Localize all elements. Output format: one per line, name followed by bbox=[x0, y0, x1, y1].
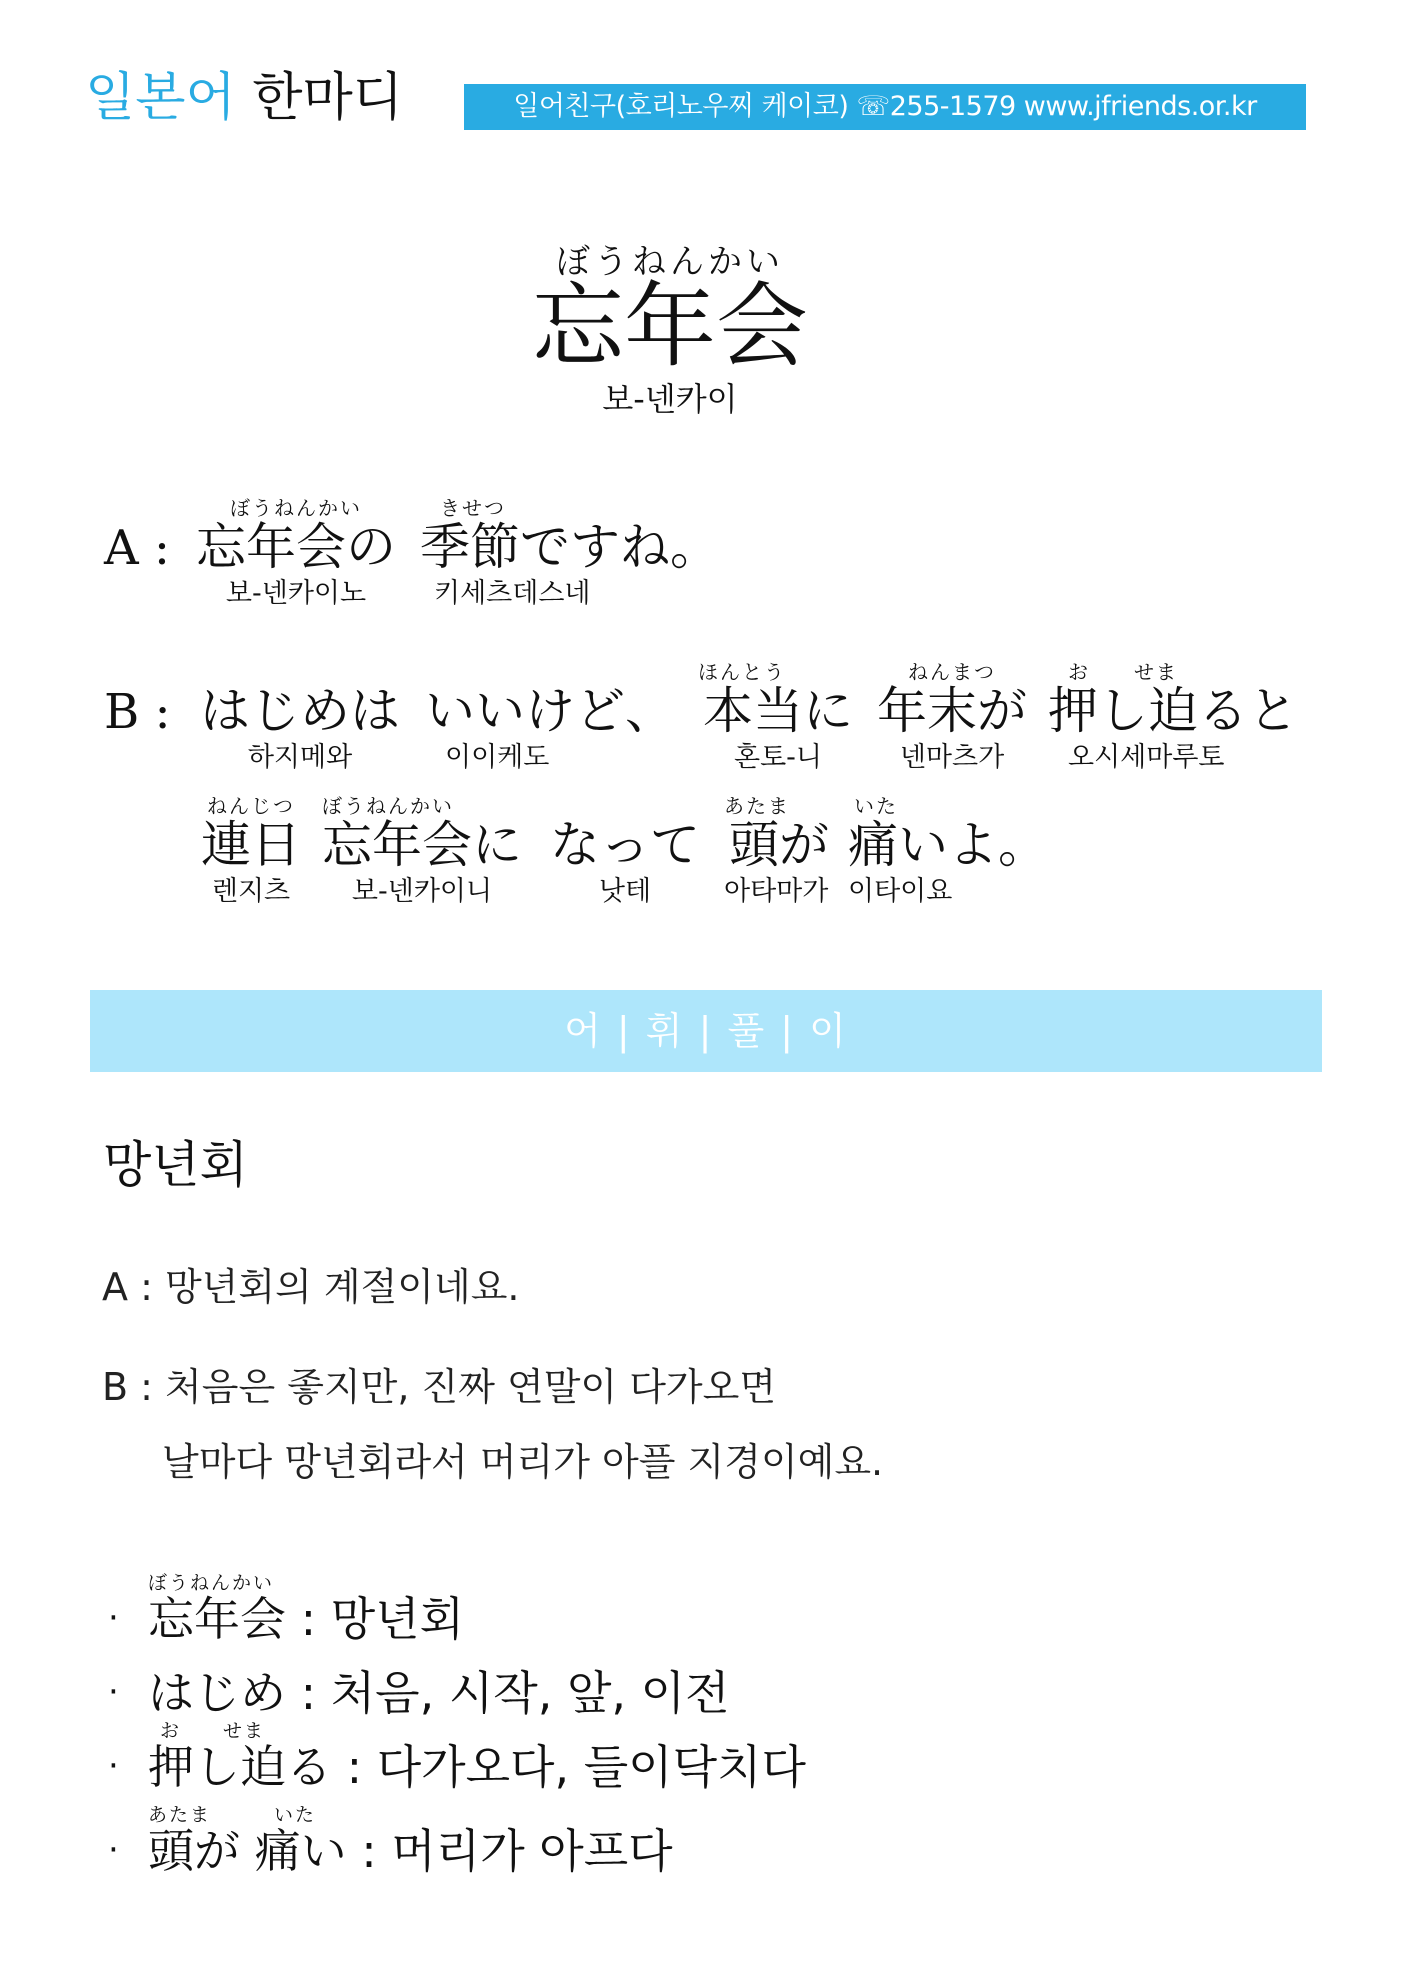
speaker-a-label: A : bbox=[104, 520, 171, 576]
word-korean: 보-넨카이니 bbox=[351, 876, 493, 907]
bullet: · bbox=[108, 1830, 119, 1870]
brand-title bbox=[85, 68, 403, 128]
word-korean: 하지메와 bbox=[247, 742, 353, 773]
dialogue-word bbox=[1048, 662, 1298, 771]
vocab-ruby: あたま いた bbox=[148, 1804, 317, 1826]
dialogue-word bbox=[698, 662, 858, 771]
word-korean: 아타마가 bbox=[724, 876, 829, 907]
vocab-text: はじめ : 처음, 시작, 앞, 이전 bbox=[148, 1666, 730, 1720]
title-kanji: 忘年会 bbox=[531, 273, 808, 380]
word-korean: 렌지츠 bbox=[211, 876, 291, 907]
word-korean: 오시세마루토 bbox=[1068, 742, 1225, 773]
vocab-text: 忘年会 : 망년회 bbox=[148, 1592, 465, 1646]
bullet: · bbox=[108, 1598, 119, 1638]
word-japanese: 忘年会に bbox=[322, 816, 522, 874]
bullet: · bbox=[108, 1746, 119, 1786]
vocab-text: 押し迫る : 다가오다, 들이닥치다 bbox=[148, 1740, 806, 1794]
word-japanese: 頭が bbox=[729, 816, 829, 874]
word-japanese: 押し迫ると bbox=[1048, 682, 1298, 740]
dialogue-word bbox=[550, 796, 700, 905]
translation-heading: 망년회 bbox=[103, 1136, 248, 1194]
word-korean: 이타이요 bbox=[848, 876, 953, 907]
word-japanese: 季節ですね。 bbox=[420, 518, 720, 576]
vocab-ruby: お せま bbox=[160, 1720, 266, 1742]
word-japanese: 連日 bbox=[201, 816, 301, 874]
brand-black-text: 한마디 bbox=[252, 68, 403, 128]
contact-banner: 일어친구(호리노우찌 케이코) ☏255-1579 www.jfriends.or.kr bbox=[464, 84, 1306, 130]
word-japanese: いいけど、 bbox=[425, 682, 675, 740]
word-korean: 보-넨카이노 bbox=[225, 578, 367, 609]
translation-line-a: A : 망년회의 계절이네요. bbox=[102, 1265, 520, 1309]
word-ruby: ほんとう bbox=[698, 660, 786, 684]
word-ruby: いた bbox=[854, 794, 898, 818]
word-japanese: 年末が bbox=[877, 682, 1027, 740]
dialogue-word bbox=[848, 794, 1048, 907]
word-ruby: ねんまつ bbox=[908, 660, 996, 684]
word-japanese: 忘年会の bbox=[196, 518, 396, 576]
word-ruby: ねんじつ bbox=[207, 794, 295, 818]
word-ruby: ぼうねんかい bbox=[322, 794, 454, 818]
word-japanese: 痛いよ。 bbox=[848, 816, 1048, 874]
word-ruby: ぼうねんかい bbox=[230, 496, 362, 520]
dialogue-word bbox=[196, 498, 396, 607]
word-ruby: あたま bbox=[724, 794, 790, 818]
vocab-text: 頭が 痛い : 머리가 아프다 bbox=[148, 1824, 673, 1878]
word-korean: 낫테 bbox=[598, 876, 652, 907]
word-japanese: はじめは bbox=[200, 682, 400, 740]
word-japanese: なって bbox=[550, 816, 700, 874]
brand-colored-text: 일본어 bbox=[85, 68, 236, 128]
translation-line-b2: 날마다 망년회라서 머리가 아플 지경이예요. bbox=[162, 1440, 884, 1484]
dialogue-word bbox=[872, 662, 1032, 771]
word-korean: 이이케도 bbox=[445, 742, 550, 773]
word-korean: 혼토-니 bbox=[734, 742, 822, 773]
title-block bbox=[520, 242, 820, 418]
dialogue-word bbox=[322, 796, 522, 905]
speaker-b-label: B : bbox=[104, 684, 171, 740]
word-korean: 키세츠데스네 bbox=[434, 578, 591, 609]
title-reading: 보-넨카이 bbox=[602, 380, 738, 418]
dialogue-word bbox=[724, 796, 834, 905]
bullet: · bbox=[108, 1672, 119, 1712]
word-ruby: お せま bbox=[1068, 660, 1178, 684]
word-japanese: 本当に bbox=[703, 682, 853, 740]
vocab-ruby: ぼうねんかい bbox=[148, 1572, 275, 1594]
title-ruby: ぼうねんかい bbox=[556, 242, 784, 282]
word-ruby: きせつ bbox=[440, 496, 506, 520]
dialogue-word bbox=[420, 496, 720, 609]
dialogue-word bbox=[196, 796, 306, 905]
translation-line-b1: B : 처음은 좋지만, 진짜 연말이 다가오면 bbox=[102, 1365, 777, 1409]
word-korean: 넨마츠가 bbox=[899, 742, 1005, 773]
vocabulary-section-bar: 어 | 휘 | 풀 | 이 bbox=[90, 990, 1322, 1072]
dialogue-word bbox=[425, 662, 675, 771]
dialogue-word bbox=[200, 662, 400, 771]
